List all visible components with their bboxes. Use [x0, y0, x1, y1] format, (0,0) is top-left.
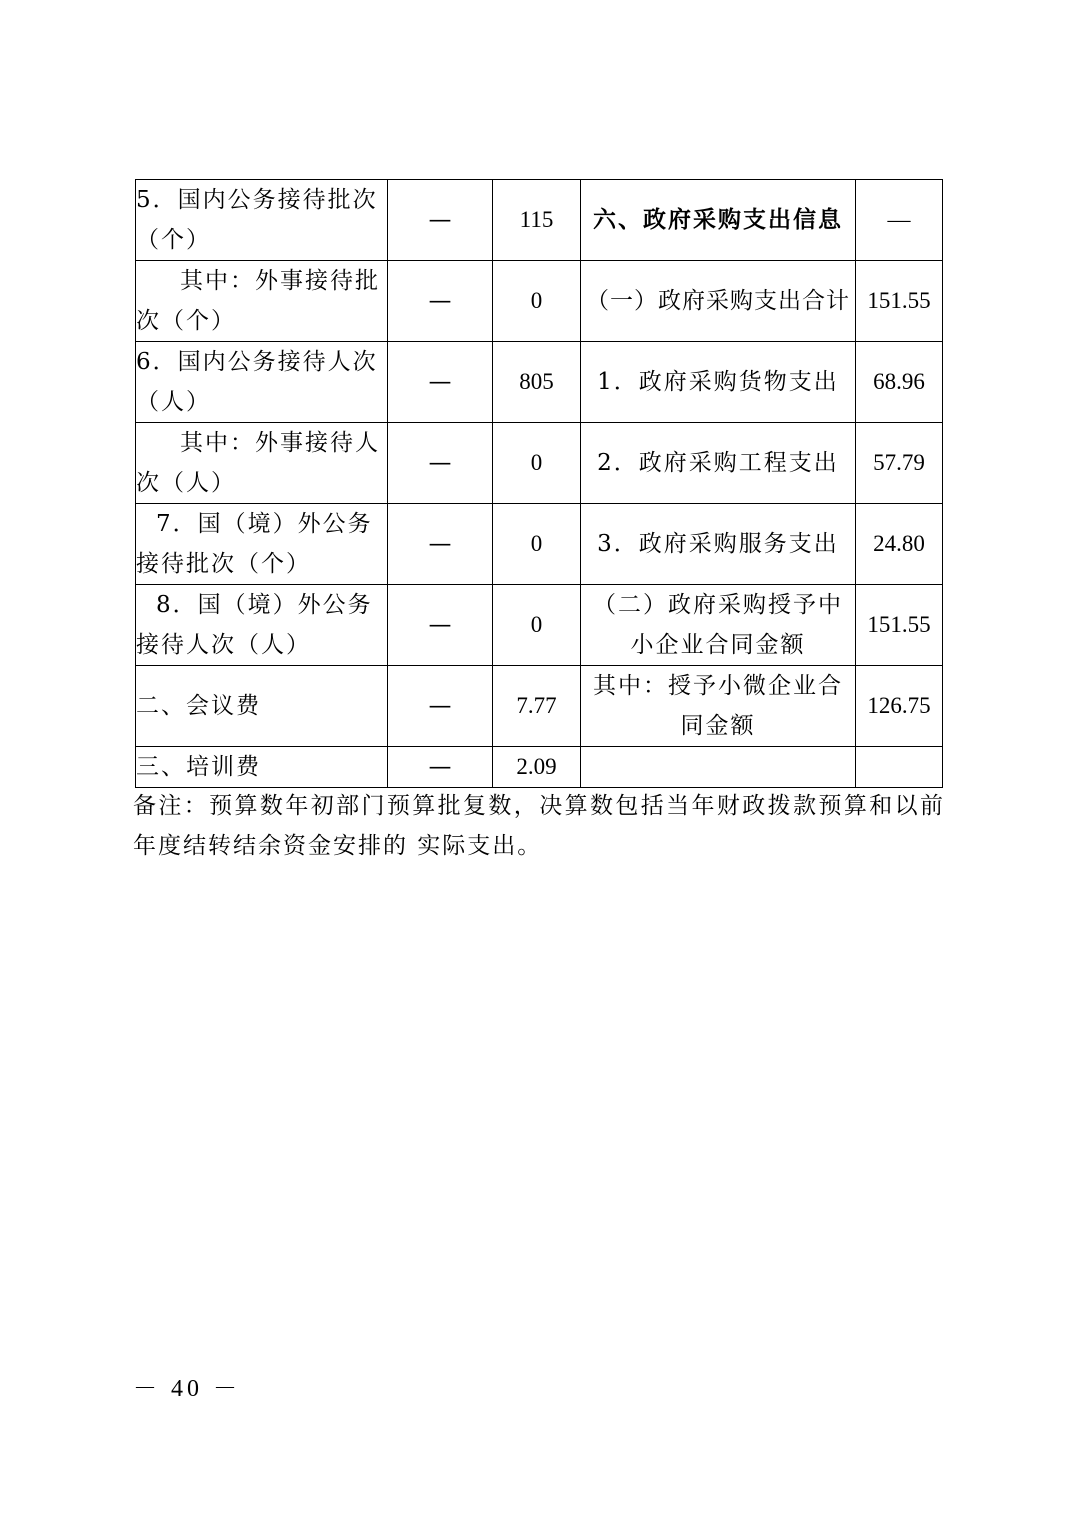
gov-item-cell: 六、政府采购支出信息 — [581, 180, 856, 261]
table-row — [136, 747, 943, 788]
gov-item-cell: 1．政府采购货物支出 — [581, 342, 856, 423]
budget-cell: — — [388, 261, 493, 342]
actual-cell: 0 — [493, 504, 581, 585]
item-cell: 5．国内公务接待批次（个） — [136, 180, 388, 261]
table-row — [136, 504, 943, 585]
item-cell: 7．国（境）外公务接待批次（个） — [136, 504, 388, 585]
item-cell: 8．国（境）外公务接待人次（人） — [136, 585, 388, 666]
budget-cell: — — [388, 504, 493, 585]
table-row — [136, 666, 943, 747]
actual-cell: 0 — [493, 261, 581, 342]
table-row — [136, 423, 943, 504]
gov-value-cell: — — [856, 180, 943, 261]
gov-value-cell: 126.75 — [856, 666, 943, 747]
table-row — [136, 180, 943, 261]
item-cell: 6．国内公务接待人次（人） — [136, 342, 388, 423]
item-cell: 其中：外事接待人次（人） — [136, 423, 388, 504]
budget-table — [135, 179, 943, 788]
gov-value-cell: 57.79 — [856, 423, 943, 504]
footnote: 备注：预算数年初部门预算批复数，决算数包括当年财政拨款预算和以前年度结转结余资金安排的 实际支出。 — [133, 793, 945, 859]
actual-cell: 115 — [493, 180, 581, 261]
gov-item-cell: 3．政府采购服务支出 — [581, 504, 856, 585]
budget-cell: — — [388, 423, 493, 504]
actual-cell: 0 — [493, 423, 581, 504]
actual-cell: 2.09 — [493, 747, 581, 788]
item-cell: 三、培训费 — [136, 747, 388, 788]
table-row — [136, 342, 943, 423]
gov-value-cell: 151.55 — [856, 585, 943, 666]
actual-cell: 0 — [493, 585, 581, 666]
item-cell: 二、会议费 — [136, 666, 388, 747]
gov-item-cell: （二）政府采购授予中小企业合同金额 — [581, 585, 856, 666]
gov-value-cell: 68.96 — [856, 342, 943, 423]
budget-cell: — — [388, 180, 493, 261]
gov-value-cell: 24.80 — [856, 504, 943, 585]
gov-item-cell: 其中：授予小微企业合同金额 — [581, 666, 856, 747]
table-row — [136, 261, 943, 342]
gov-value-cell: 151.55 — [856, 261, 943, 342]
page-number: － 40 － — [133, 1376, 241, 1402]
gov-value-cell — [856, 747, 943, 788]
gov-item-cell: 2．政府采购工程支出 — [581, 423, 856, 504]
gov-item-cell: （一）政府采购支出合计 — [581, 261, 856, 342]
budget-cell: — — [388, 666, 493, 747]
actual-cell: 7.77 — [493, 666, 581, 747]
budget-cell: — — [388, 747, 493, 788]
gov-item-cell — [581, 747, 856, 788]
item-cell: 其中：外事接待批次（个） — [136, 261, 388, 342]
budget-cell: — — [388, 585, 493, 666]
table-row — [136, 585, 943, 666]
budget-cell: — — [388, 342, 493, 423]
actual-cell: 805 — [493, 342, 581, 423]
